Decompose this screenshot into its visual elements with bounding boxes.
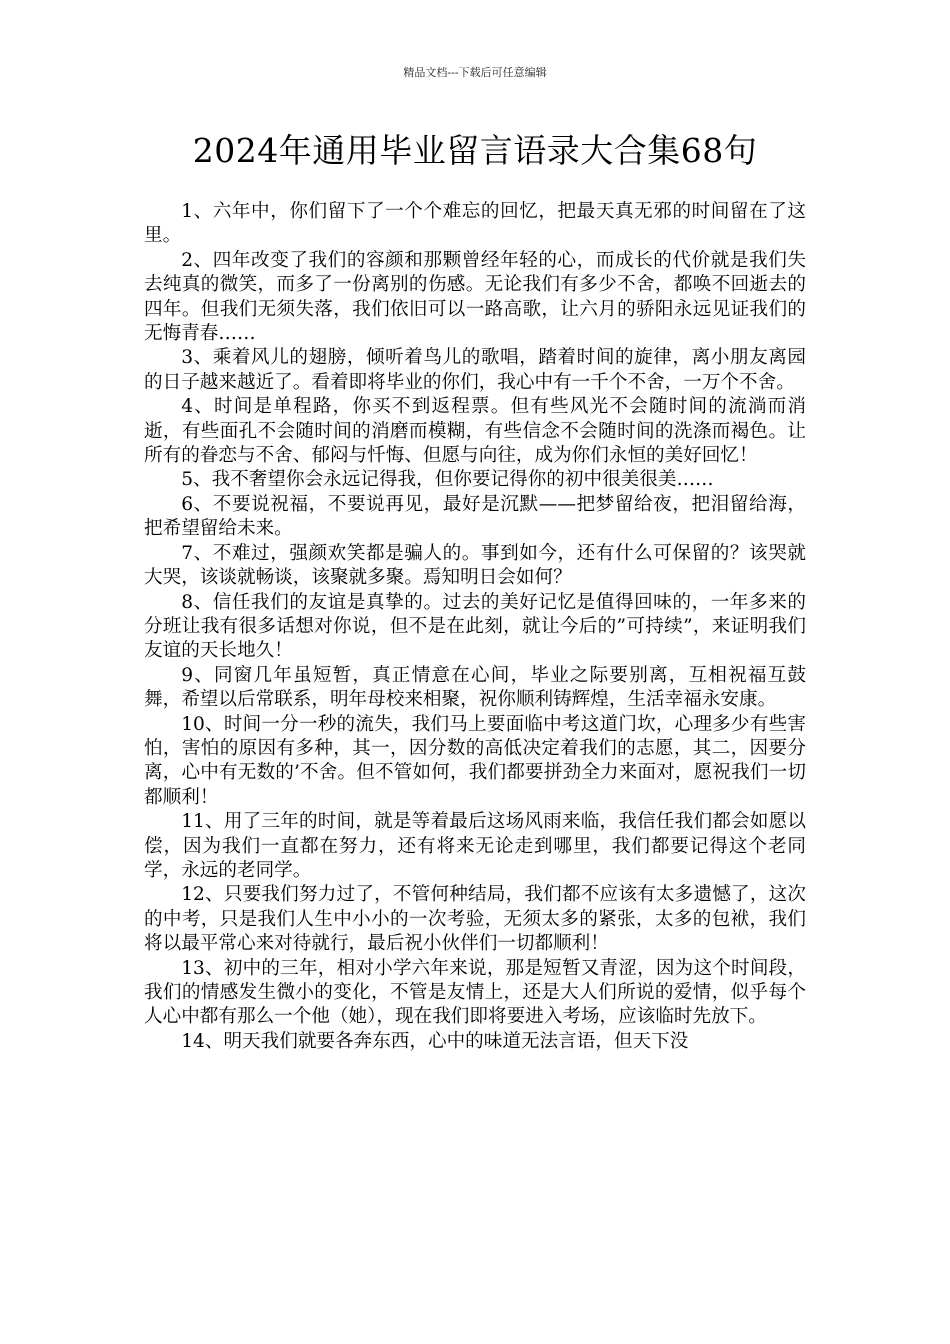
document-title: 2024年通用毕业留言语录大合集68句 — [192, 131, 758, 170]
paragraph-1: 1、六年中，你们留下了一个个难忘的回忆，把最天真无邪的时间留在了这里。 — [144, 201, 806, 247]
paragraph-2: 2、四年改变了我们的容颜和那颗曾经年轻的心，而成长的代价就是我们失去纯真的微笑，而多了一份离别的伤感。无论我们有多少不舍，都唤不回逝去的四年。但我们无须失落，我们依旧可以一路高歌，让六月的骄阳永远见证我们的无悔青春…… — [144, 249, 806, 345]
paragraph-9: 9、同窗几年虽短暂，真正情意在心间，毕业之际要别离，互相祝福互鼓舞，希望以后常联系，明年母校来相聚，祝你顺利铸辉煌，生活幸福永安康。 — [144, 664, 806, 711]
paragraph-10: 10、时间一分一秒的流失，我们马上要面临中考这道门坎，心理多少有些害怕，害怕的原因有多种，其一，因分数的高低决定着我们的志愿，其二，因要分离，心中有无数的’不舍。但不管如何，我们都要拼劲全力来面对，愿祝我们一切都顺利！ — [144, 713, 806, 808]
paragraph-3: 3、乘着风儿的翅膀，倾听着鸟儿的歌唱，踏着时间的旋律，离小朋友离园的日子越来越近了。看着即将毕业的你们，我心中有一千个不舍，一万个不舍。 — [144, 347, 806, 393]
paragraph-13: 13、初中的三年，相对小学六年来说，那是短暂又青涩，因为这个时间段，我们的情感发生微小的变化，不管是友情上，还是大人们所说的爱情，似乎每个人心中都有那么一个他（她），现在我们即将要进入考场，应该临时先放下。 — [144, 957, 806, 1028]
header-note: 精品文档---下载后可任意编辑 — [403, 66, 547, 79]
paragraph-6: 6、不要说祝福，不要说再见，最好是沉默——把梦留给夜，把泪留给海，把希望留给未来。 — [144, 493, 806, 540]
paragraph-14: 14、明天我们就要各奔东西，心中的味道无法言语，但天下没 — [181, 1030, 689, 1052]
paragraph-4: 4、时间是单程路，你买不到返程票。但有些风光不会随时间的流淌而消逝，有些面孔不会随时间的消磨而模糊，有些信念不会随时间的洗涤而褐色。让所有的眷恋与不舍、郁闷与忏悔、但愿与向往，成为你们永恒的美好回忆！ — [144, 396, 806, 467]
paragraph-5: 5、我不奢望你会永远记得我，但你要记得你的初中很美很美…… — [181, 469, 714, 491]
paragraph-11: 11、用了三年的时间，就是等着最后这场风雨来临，我信任我们都会如愿以偿，因为我们一直都在努力，还有将来无论走到哪里，我们都要记得这个老同学，永远的老同学。 — [144, 811, 806, 881]
document-body — [144, 200, 806, 1054]
paragraph-7: 7、不难过，强颜欢笑都是骗人的。事到如今，还有什么可保留的？该哭就大哭，该谈就畅谈，该聚就多聚。焉知明日会如何？ — [144, 542, 806, 589]
paragraph-8: 8、信任我们的友谊是真挚的。过去的美好记忆是值得回味的，一年多来的分班让我有很多话想对你说，但不是在此刻，就让今后的”可持续”，来证明我们友谊的天长地久！ — [144, 591, 806, 662]
paragraph-12: 12、只要我们努力过了，不管何种结局，我们都不应该有太多遗憾了，这次的中考，只是我们人生中小小的一次考验，无须太多的紧张，太多的包袱，我们将以最平常心来对待就行，最后祝小伙伴们一切都顺利！ — [144, 884, 806, 955]
